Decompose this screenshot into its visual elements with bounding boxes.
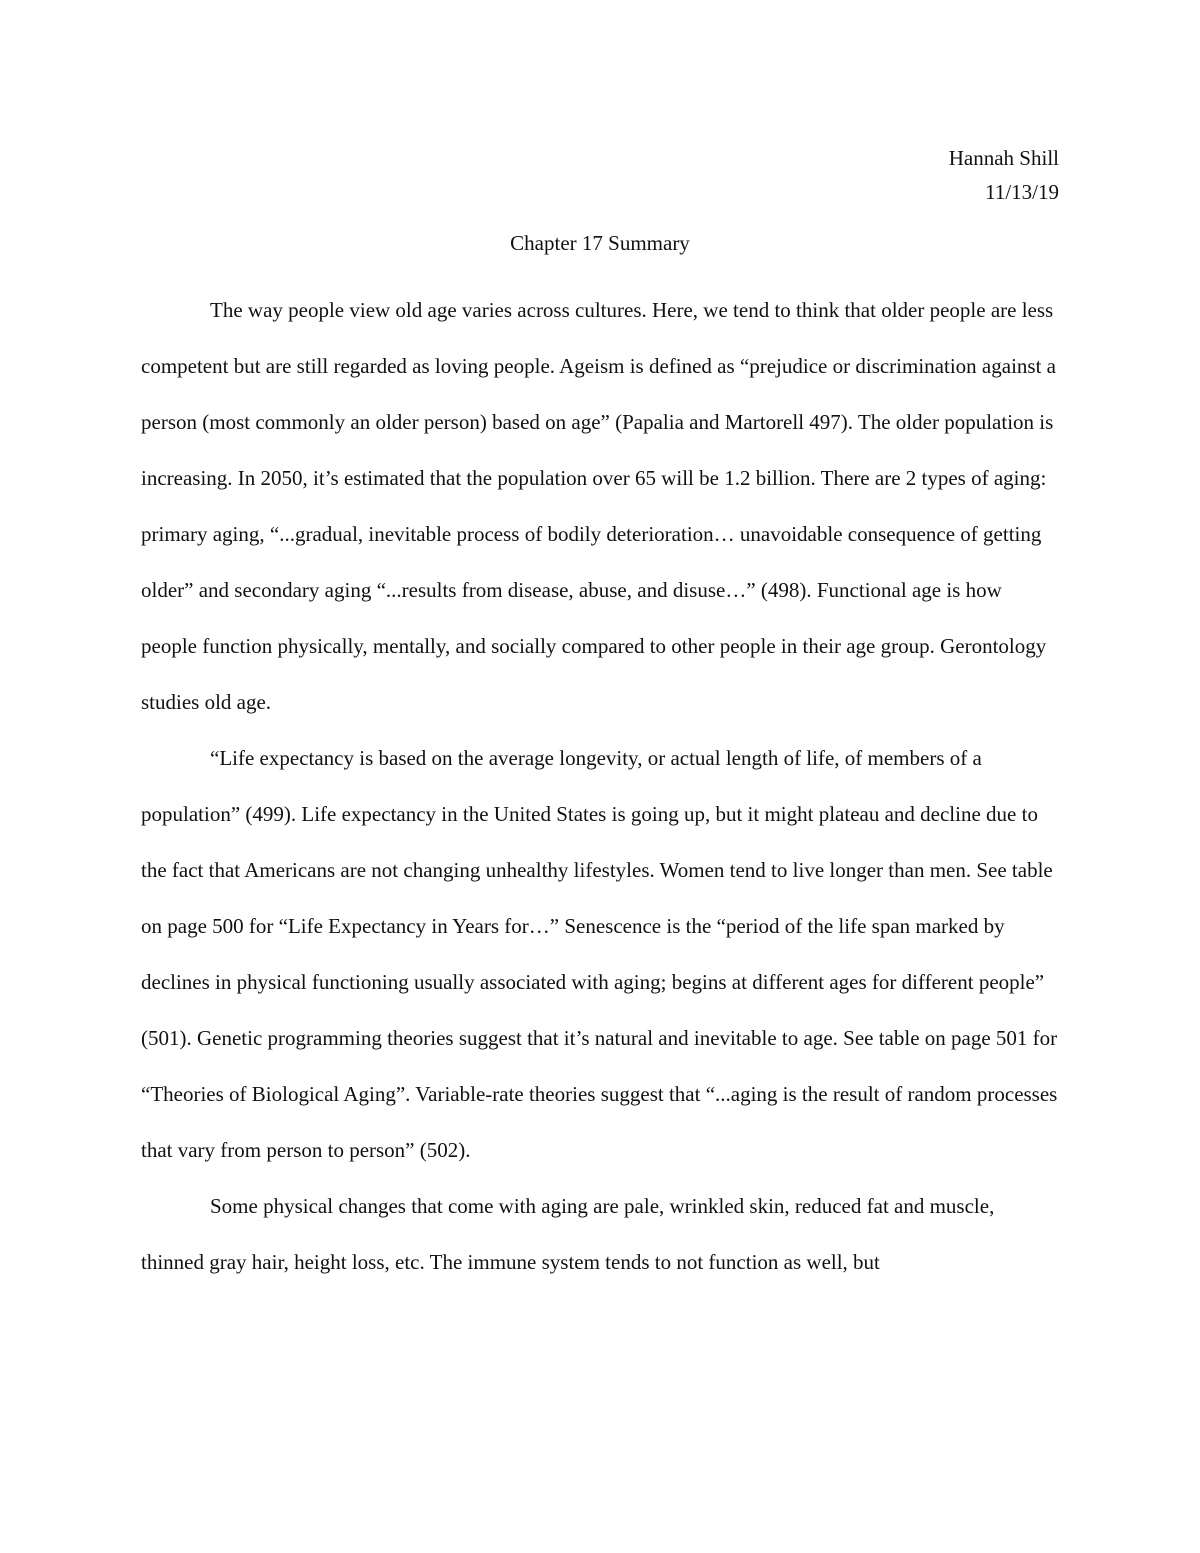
- paragraph: The way people view old age varies across cultures. Here, we tend to think that older people are less competent but are still regarded as loving people. Ageism is defined as “prejudice or discrimination against a person (most commonly an older person) based on age” (Papalia and Martorell 497). The older population is increasing. In 2050, it’s estimated that the population over 65 will be 1.2 billion. There are 2 types of aging: primary aging, “...gradual, inevitable process of bodily deterioration… unavoidable consequence of getting older” and secondary aging “...results from disease, abuse, and disuse…” (498). Functional age is how people function physically, mentally, and socially compared to other people in their age group. Gerontology studies old age.: [141, 298, 1056, 714]
- document-title: Chapter 17 Summary: [510, 231, 690, 255]
- document-header: [949, 141, 1059, 209]
- paragraph: Some physical changes that come with aging are pale, wrinkled skin, reduced fat and muscle, thinned gray hair, height loss, etc. The immune system tends to not function as well, but: [141, 1194, 995, 1274]
- document-body: [141, 282, 1061, 1290]
- document-date: 11/13/19: [985, 180, 1059, 204]
- author-name: Hannah Shill: [948, 146, 1059, 170]
- paragraph: “Life expectancy is based on the average longevity, or actual length of life, of members of a population” (499). Life expectancy in the United States is going up, but it might plateau and decline due to the fact that Americans are not changing unhealthy lifestyles. Women tend to live longer than men. See table on page 500 for “Life Expectancy in Years for…” Senescence is the “period of the life span marked by declines in physical functioning usually associated with aging; begins at different ages for different people” (501). Genetic programming theories suggest that it’s natural and inevitable to age. See table on page 501 for “Theories of Biological Aging”. Variable-rate theories suggest that “...aging is the result of random processes that vary from person to person” (502).: [141, 746, 1058, 1162]
